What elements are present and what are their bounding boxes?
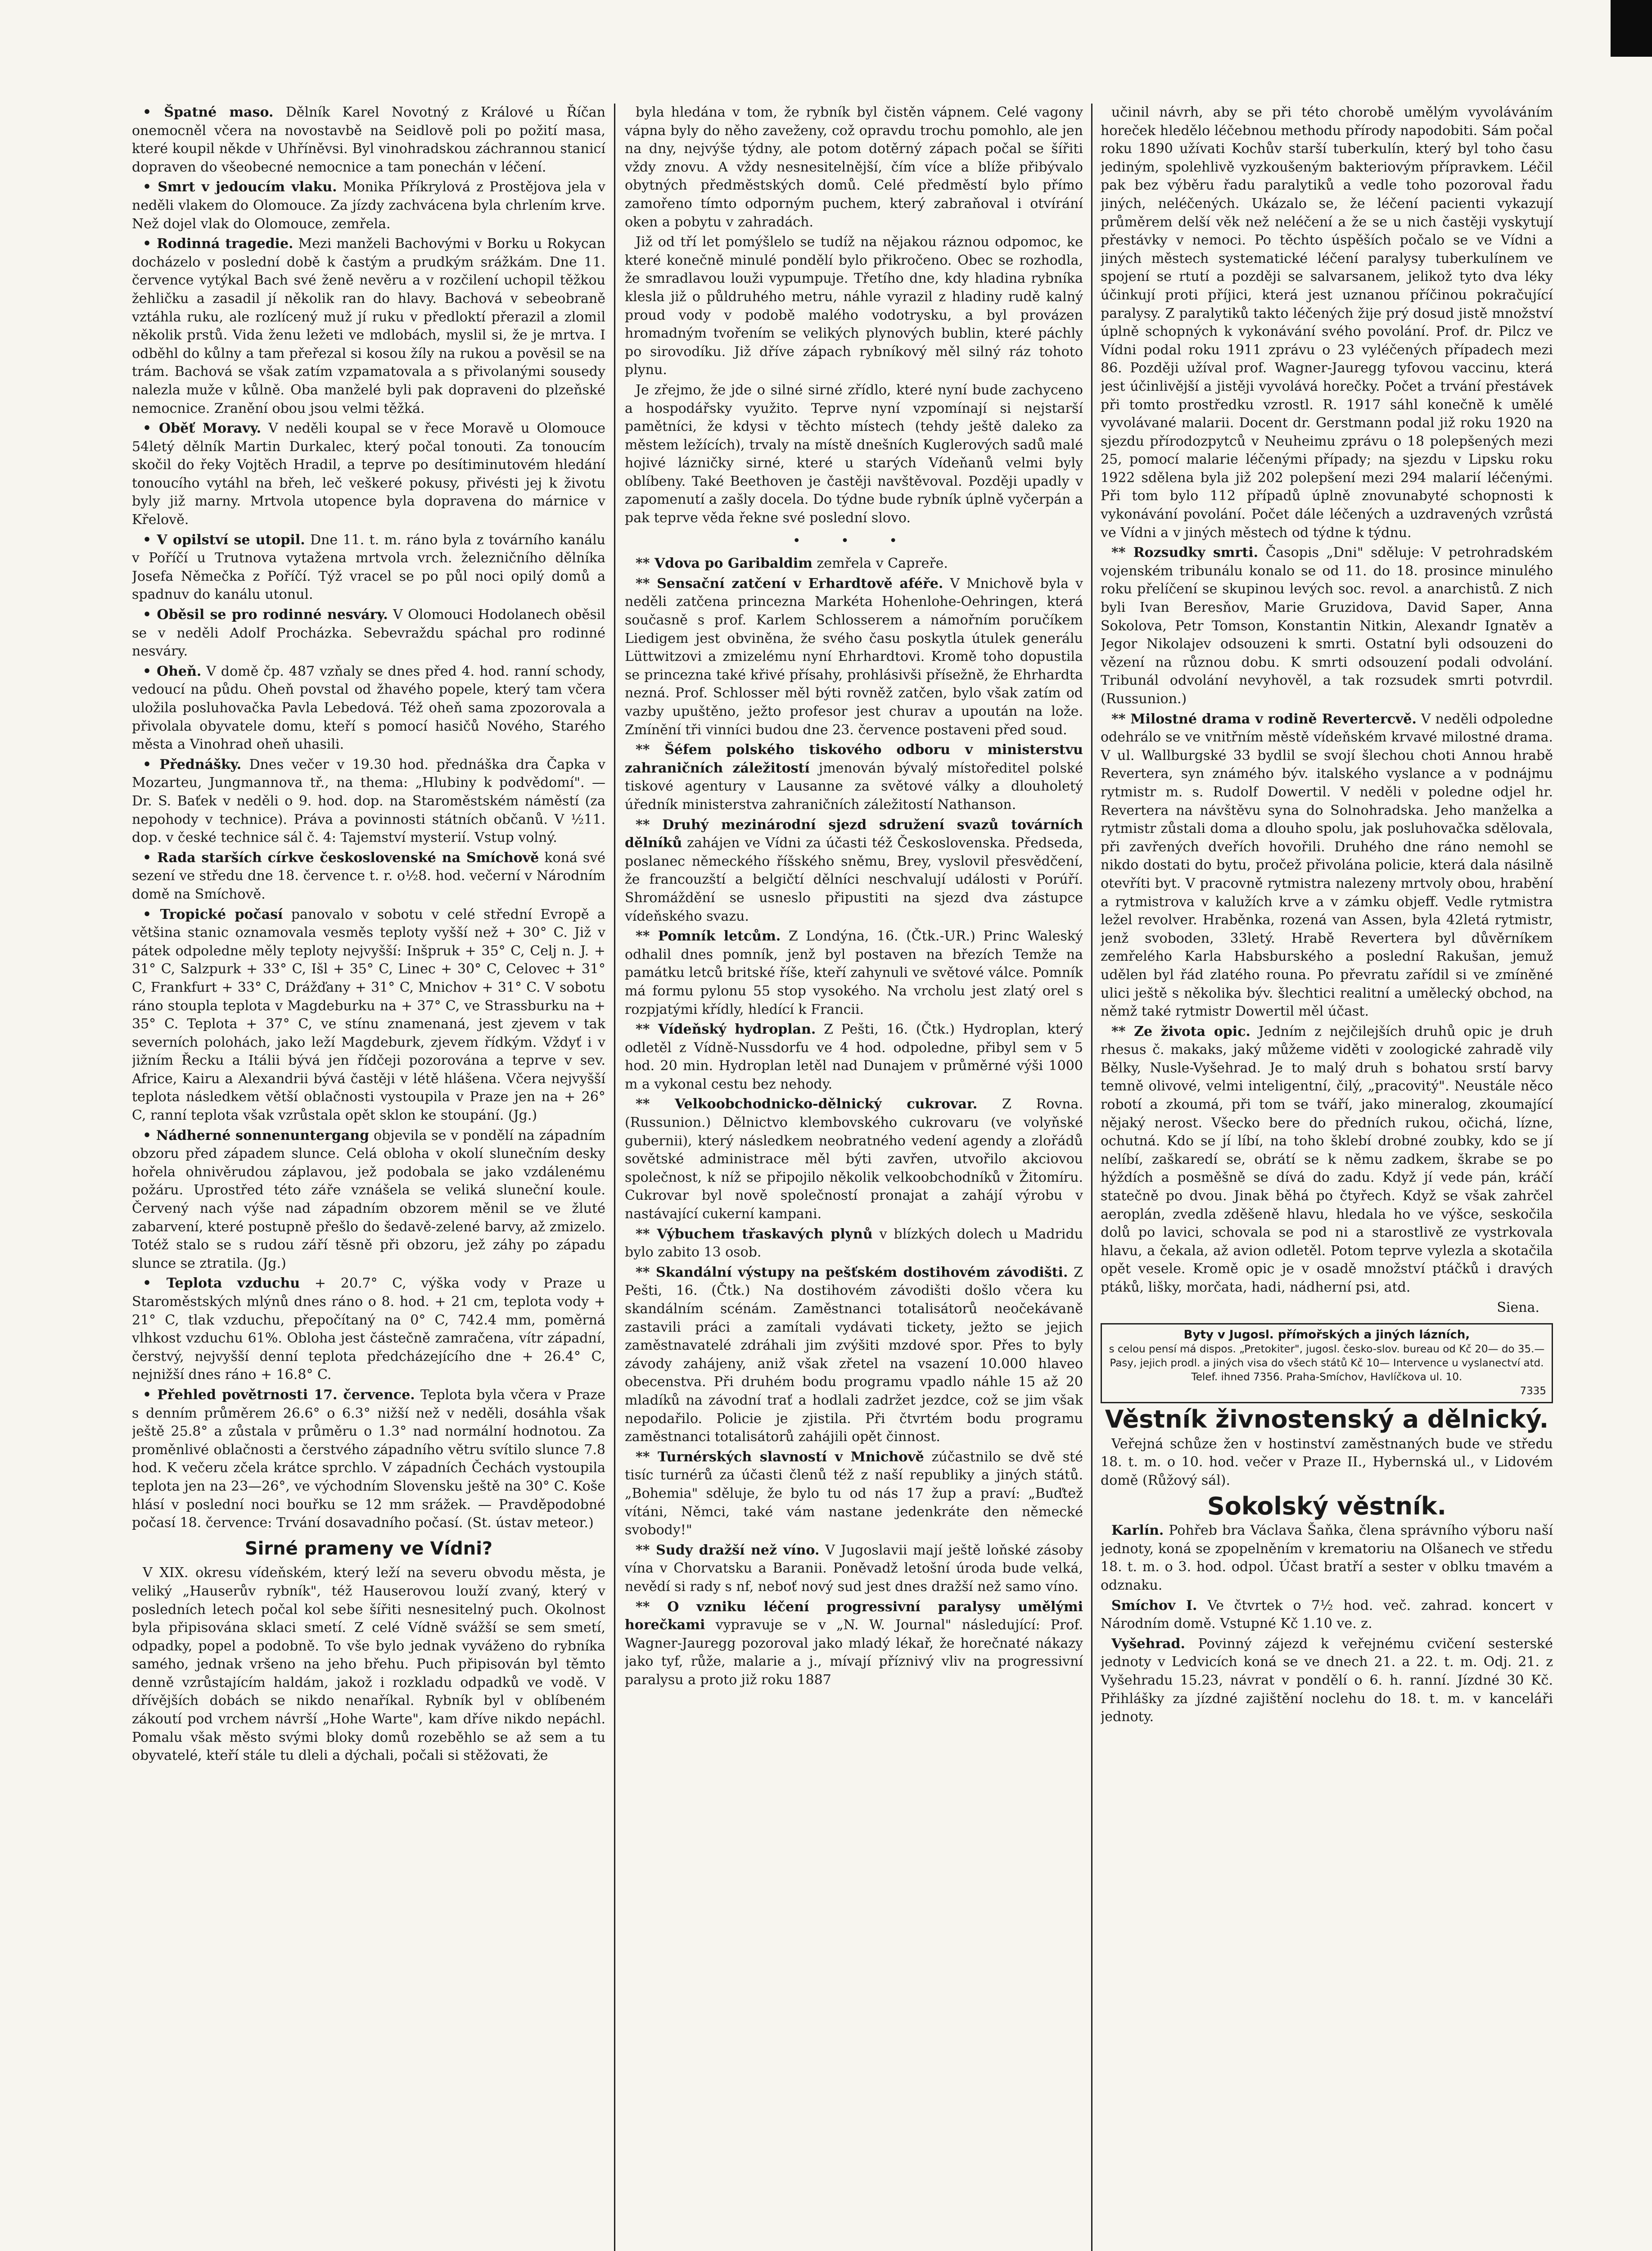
paragraph: V XIX. okresu vídeňském, který leží na severu obvodu města, je veliký „Hauserův rybník", též Hauserovou louží zvaný, který v posledních letech počal kol sebe šířiti nesnesitelný puch. Okolnost byla připisována sklaci smetí. Z celé Vídně svážší se sem smetí, odpadky, popel a podobně. To vše bylo jednak vyváženo do rybníka samého, jednak vršeno na jeho břehu. Puch připisován byl těmto denně vzrůstajícím haldám, jakož i rozkladu odpadků ve vodě. V dřívějších dobách se nikdo nenaříkal. Rybník byl v oblíbeném zákoutí pod vrchem návrší „Hohe Warte", kam dříve nikdo nepáchl. Pomalu však město svými bloky domů rozeběhlo se až sem a tu obyvatelé, kteří stále tu dleli a dýchali, počali si stěžovati, že [132, 1565, 605, 1764]
item-lead: ** Rozsudky smrti. [1111, 545, 1259, 561]
item-lead: ** Velkoobchodnicko-dělnický cukrovar. [636, 1096, 978, 1112]
item-lead: ** Turnérských slavností v Mnichově [636, 1449, 924, 1465]
signature: Siena. [1497, 1299, 1539, 1315]
paragraph: byla hledána v tom, že rybník byl čistěn vápnem. Celé vagony vápna byly do něho zaveženy, což opravdu trochu pomohlo, ale jen na dny, nejvýše týdny, ale potom dotěrný zápach počal se šířiti vždy znovu. A vždy nesnesitelnější, čím více a blíže přibývalo obytných předměstských domů. Celé předměstí bylo přímo zamořeno tímto odporným puchem, který zabraňoval i otvírání oken a pobytu v zahradách. [625, 104, 1083, 230]
item-text: Jedním z nejčilejších druhů opic je druh rhesus č. makaks, jaký můžeme viděti v zoologické zahradě vily Bělky, Nusle-Vyšehrad. Je to malý druh s bohatou srstí barvy temně olivové, velmi inteligentní, čilý, „pracovitý". Neustále něco robotí a zkoumá, při tom se tváří, jako mineralog, zkoumající nějaký nerost. Všecko bere do předních rukou, očichá, lízne, ochutná. Kdo se jí líbí, na toho šklebí drobné zoubky, kdo se jí nelíbí, zaškaredí se, obrátí se k němu zadkem, škrabe se po hýždích a posměšně se dívá do zadu. Když jí vede pán, kráčí statečně po dvou. Jinak běhá po čtyřech. Když se však zahrčel aeroplán, zvedla zděšeně hlavu, hledala ho ve výšce, seskočila dolů po lavici, schovala se pod ni a starostlivě ze vystrkovala hlavu, a čekala, až avion odletěl. Potom teprve vylezla a skotačila opět vesele. Kromě opic je v osadě množství ptáčků i dravých ptáků, lišky, morčata, hadi, nádherní psi, atd. [1101, 1023, 1553, 1295]
vestnik-text: Veřejná schůze žen v hostinství zaměstnaných bude ve středu 18. t. m. o 10. hod. večer v Praze II., Hybernská ul., v Lidovém domě (Růžový sál). [1101, 1436, 1553, 1488]
item-lead: • Špatné maso. [143, 104, 274, 120]
item-lead: • Přehled povětrnosti 17. července. [143, 1387, 415, 1403]
item-text: V Jugoslavii mají ještě loňské zásoby vína v Chorvatsku a Baranii. Poněvadž letošní úroda bude velká, nevědí si rady s nf, neboť nový sud jest dnes dražší než samo víno. [625, 1542, 1083, 1595]
item-lead: • Oběsil se pro rodinné nesváry. [143, 607, 388, 623]
item-lead: • Nádherné sonnenuntergang [143, 1127, 370, 1144]
news-item [625, 1541, 1083, 1596]
item-lead: • Tropické počasí [143, 906, 283, 922]
news-item [132, 906, 605, 1125]
item-text: vypravuje se v „N. W. Journal" následující: Prof. Wagner-Jauregg pozoroval jako mladý lékař, že horečnaté nákazy jako tyf, růže, malarie a j., mívají příznivý vliv na progressivní paralysu a proto již roku 1887 [625, 1617, 1083, 1688]
item-text: V neděli odpoledne odehrálo se ve vnitřním městě vídeňském krvavé milostné drama. V ul. Wallburgské 33 bydlil se svojí šlechou choti Annou hrabě Revertera, syn známého býv. italského vyslance a v podnájmu rytmistr m. s. Rudolf Dowertil. V neděli v poledne odjel hr. Revertera na návštěvu syna do Solnohradska. Jeho manželka a rytmistr zůstali doma a dlouho spolu, jak posluhovačka sdělovala, při zavřených dveřích hovořili. Druhého dne ráno nemohl se nikdo dostati do bytu, pročež přivolána policie, která dala násilně otevříti byt. V pracovně rytmistra nalezeny mrtvoly obou, hrabění a rytmistrova v kalužích krve a v zámku objeff. Vedle rytmistra ležel revolver. Hraběnka, rozená van Assen, byla 42letá rytmistr, jenž svoboden, 33letý. Hrabě Revertera byl důvěrníkem zemřelého Karla Habsburského a poslední Rakušan, jemuž udělen byl řád zlatého rouna. Po převratu zařídil si ve zmíněné ulici ještě s několika býv. šlechtici realitní a umělecký obchod, na němž také rytmistr Dowertil měl účast. [1101, 711, 1553, 1020]
news-item [625, 1598, 1083, 1690]
item-text: zahájen ve Vídni za účasti též Československa. Předseda, poslanec německého říšského sněmu, Brey, vyslovil přesvědčení, že francouzští a belgičtí dělníci neschvalují události v Porúří. Shromáždění se usneslo připustiti na sjezd dva zástupce vídeňského svazu. [625, 835, 1083, 924]
paragraph: učinil návrh, aby se při této chorobě umělým vyvoláváním horeček hledělo léčebnou methodu přírody napodobiti. Sám počal roku 1890 užívati Kochův starší tuberkulín, který byl toho času jediným, spolehlivě vyzkoušeným bakteriovým přípravkem. Léčil pak bez výběru řadu paralytiků a vedle toho pozoroval řadu jiných, neléčených. Ukázalo se, že léčení pacienti vykazují průměrem delší věk než neléčení a že se u nich častěji vyskytují přestávky v nemoci. Po těchto úspěších počalo se ve Vídni a jiných městech systematické léčení paralysy tuberkulínem ve spojení se rtutí a později se salvarsanem, jelikož tyto dva léky účinkují proti příjici, která jest uznanou příčinou pokračující paralysy. Z paralytiků takto léčených žije prý dosud jistě množství úplně schopných k vykonávání svého povolání. Prof. dr. Pilcz ve Vídni podal roku 1911 zprávu o 23 vyléčených případech mezi 86. Později užíval prof. Wagner-Jauregg tyfovou vaccinu, která jest účinlivější a jistěji vyvolává horečky. Počet a trvání přestávek při tomto prostředku vzrostl. R. 1917 sáhl konečně k umělé vyvolávané malarii. Docent dr. Gerstmann podal již roku 1920 na sjezdu přírodozpytců v Neuheimu zprávu o 18 polepšených mezi 25, pomocí malarie léčenými případy; na sjezdu v Lipsku roku 1922 sdělena byla již 202 polepšení mezi 294 malarií léčenými. Při tom bylo 112 případů úplně znovunabyté schopnosti k vykonávání povolání. Počet dále léčených a uzdravených vzrůstá ve Vídni a v jiných městech od týdne k týdnu. [1101, 104, 1553, 541]
item-lead: ** Vdova po Garibaldim [636, 556, 813, 572]
news-item [625, 555, 1083, 573]
news-item [132, 663, 605, 754]
item-lead: Vyšehrad. [1111, 1636, 1185, 1652]
news-item [132, 606, 605, 661]
item-text: panovalo v sobotu v celé střední Evropě a většina stanic oznamovala vesměs teploty vyšší než + 30° C. Již v pátek odpoledne měly teploty nejvyšší: Inšpruk + 35° C, Celj n. J. + 31° C, Salzpurk + 33° C, Išl + 35° C, Linec + 30° C, Celovec + 31° C, Frankfurt + 33° C, Drážďany + 31° C, Mnichov + 31° C. V sobotu ráno stoupla teplota v Magdeburku na + 37° C, ve Strassburku na + 35° C. Teplota + 37° C, ve stínu znamenaná, jest zjevem v tak severních polohách, jako leží Magdeburk, zjevem řídkým. Vždyť i v jižním Řecku a Itálii bývá jen řídčeji pozorována a teprve v sev. Africe, Kairu a Alexandrii bývá častěji v létě hlášena. Včera nejvyšší teplota následkem větší oblačnosti vystoupila v Praze jen na + 26° C, ranní teplota však vzrůstala opět sklon ke stoupání. (Jg.) [132, 906, 605, 1124]
news-item [132, 849, 605, 904]
item-text: Z Pešti, 16. (Čtk.) Na dostihovém závodišti došlo včera ku skandálním scénám. Zaměstnanci totalisátorů neočekávaně zastavili práci a zamítali vydávati tickety, ježto se jejich zaměstnavatelé zdráhali jim zvýšiti mzdové spor. Přes to byly závody zahájeny, aniž však zřetel na vsazení 10.000 hlaveo obecenstva. Při druhém bodu programu vpadlo náhle 15 až 20 mladíků na závodní trať a hodlali zadržet jezdce, což se jim však nepodařilo. Policie je zjistila. Při čtvrtém bodu programu zaměstnanci totalisátorů zahájili opět činnost. [625, 1264, 1083, 1445]
news-item [625, 1095, 1083, 1223]
item-lead: ** Skandální výstupy na pešťském dostihovém závodišti. [636, 1264, 1068, 1280]
article-body [132, 1564, 605, 1765]
article-body [625, 104, 1083, 528]
item-text: V domě čp. 487 vzňaly se dnes před 4. hod. ranní schody, vedoucí na půdu. Oheň povstal od žhavého popele, který tam včera uložila posluhovačka Pavla Lebedová. Též oheň sama zpozorovala a přivolala obyvatele domu, kteří s pomocí hasičů Nového, Starého města a Vinohrad oheň uhasili. [132, 663, 605, 753]
item-lead: ** Milostné drama v rodině Revertercvě. [1111, 711, 1417, 727]
column-rule [614, 104, 615, 2251]
news-item [625, 1225, 1083, 1262]
news-item [1101, 1023, 1553, 1297]
news-item [132, 531, 605, 604]
news-item [625, 1448, 1083, 1540]
item-text: zúčastnilo se dvě sté tisíc turnérů za účasti členů též z naší republiky a jiných států. „Bohemia" sděluje, že bylo tu od nás 17 žup a praví: „Buďtež vítáni, Němci, také vám nastane jedenkráte den německé svobody!" [625, 1449, 1083, 1538]
item-text: V Mnichově byla v neděli zatčena princezna Markéta Hohenlohe-Oehringen, která současně s prof. Karlem Schlosserem a námořním poručíkem Liedigem jest obviněna, že svého času poskytla útulek generálu Lüttwitzovi a zmizelému nyní Ehrhardtovi. Kromě toho dopustila se princezna také křivé přísahy, prohlásivši přísežně, že Ehrhardta nezná. Prof. Schlosser měl býti rovněž zatčen, bylo však zatím od vazby upuštěno, ježto profesor jest churav a upoután na lože. Zmínění tři vinníci budou dne 23. července postaveni před soud. [625, 575, 1083, 738]
item-text: Dne 11. t. m. ráno byla z továrního kanálu v Poříčí u Trutnova vytažena mrtvola vrch. železničního dělníka Josefa Němečka z Poříčí. Týž vracel se po půl noci opilý domů a spadnuv do kanálu utonul. [132, 532, 605, 603]
item-text: v blízkých dolech u Madridu bylo zabito 13 osob. [625, 1226, 1083, 1261]
item-text: Povinný zájezd k veřejnému cvičení sesterské jednoty v Ledvicích koná se ve dnech 21. a 22. t. m. Odj. 21. z Vyšehradu 15.23, návrat v pondělí o 6. h. ranní. Jízdné 30 Kč. Přihlášky za jízdné zajištění noclehu do 18. t. m. v kanceláři jednoty. [1101, 1636, 1553, 1725]
item-text: koná své sezení ve středu dne 18. července t. r. o½8. hod. večerní v Národním domě na Smíchově. [132, 850, 605, 902]
item-lead: ** Ze života opic. [1111, 1023, 1250, 1040]
item-lead: • Teplota vzduchu [143, 1275, 300, 1292]
sokol-list [1101, 1522, 1553, 1727]
sokol-item [1101, 1597, 1553, 1633]
item-lead: • Přednášky. [143, 756, 242, 773]
paragraph: Již od tří let pomýšlelo se tudíž na nějakou ráznou odpomoc, ke které konečně minulé pondělí bylo přikročeno. Obec se rozhodla, že smradlavou louži vypumpuje. Třetího dne, kdy hladina rybníka klesla již o půldruhého metru, náhle vyrazil z hladiny rudě kalný proud vody v podobě malého vodotrysku, a byl provázen hromadným tvořením se velikých plynových bublin, které páchly po sirovodíku. Již dříve zápach rybníkový měl silný ráz tohoto plynu. [625, 234, 1083, 378]
scan-corner-mark [1611, 0, 1652, 57]
item-lead: ** Sudy dražší než víno. [636, 1542, 820, 1558]
item-lead: • Rodinná tragedie. [143, 236, 293, 252]
item-lead: • V opilství se utopil. [143, 532, 305, 548]
item-text: jmenován bývalý místoředitel polské tiskové agentury v Lausanne za světové války a dlouholetý úředník ministerstva zahraničních záležitostí Nathanson. [625, 760, 1083, 813]
news-item [625, 927, 1083, 1019]
news-item [1101, 544, 1553, 708]
item-lead: Smíchov I. [1111, 1597, 1197, 1614]
item-text: Ve čtvrtek o 7½ hod. več. zahrad. koncert v Národním domě. Vstupné Kč 1.10 ve. z. [1101, 1597, 1553, 1632]
item-text: zemřela v Capreře. [817, 556, 948, 572]
item-text: Mezi manželi Bachovými v Borku u Rokycan docházelo v poslední době k častým a prudkým srážkám. Dne 11. července vytýkal Bach své ženě nevěru a v rozčilení uchopil těžkou žehličku a zasadil jí několik ran do hlavy. Bachová v sebeobraně vztáhla ruku, ale rozlícený muž jí ruku v předloktí přerazil a zlomil několik prstů. Vida ženu ležeti ve mdlobách, myslil si, že je mrtva. I odběhl do kůlny a tam přeřezal si kosou žíly na rukou a pověsil se na trám. Bachová se však zatím vzpamatovala a s přivolanými sousedy nalezla muže v kůlně. Oba manželé byli pak dopraveni do plzeňské nemocnice. Zranění obou jsou velmi těžká. [132, 236, 605, 416]
separator-stars: • • • [792, 533, 916, 549]
news-item [132, 420, 605, 529]
article-heading: Sirné prameny ve Vídni? [244, 1538, 493, 1559]
item-lead: ** Sensační zatčení v Erhardtově aféře. [636, 575, 943, 592]
sokol-item [1101, 1635, 1553, 1727]
column-rule [1091, 104, 1092, 2251]
news-item [625, 1021, 1083, 1094]
item-text: V neděli koupal se v řece Moravě u Olomouce 54letý dělník Martin Durkalec, který počal tonouti. Za tonoucím skočil do řeky Vojtěch Hradil, a teprve po desítiminutovém hledání tonoucího vytáhl na břeh, leč veškeré pokusy, přivésti jej k životu byly již marny. Mrtvola utopence byla dopravena do márnice v Křelově. [132, 420, 605, 528]
news-item [132, 756, 605, 847]
item-text: Dnes večer v 19.30 hod. přednáška dra Čapka v Mozarteu, Jungmannova tř., na thema: „Hlubiny k podvědomí". — Dr. S. Baťek v neděli o 9. hod. dop. na Staroměstském náměstí (za nepohody v technice). Práva a povinnosti státních občanů. V ½11. dop. v české technice sál č. 4: Tajemství mysterií. Vstup volný. [132, 756, 605, 846]
item-lead: ** Pomník letcům. [636, 928, 781, 945]
item-text: Časopis „Dni" sděluje: V petrohradském vojenském tribunálu konalo se od 11. do 18. prosince minulého roku přelíčení se skupinou levých soc. revol. a anarchistů. Z nich byli Ivan Beresňov, Marie Gruzidova, David Saper, Anna Sokolova, Petr Tomson, Konstantin Nitkin, Alexandr Ignatěv a Jegor Nikolajev odsouzeni k smrti. Ostatní byli odsouzeni do vězení na různou dobu. K smrti odsouzení podali odvolání. Tribunál odvolání nevyhověl, a tak rozsudek smrti potvrdil. (Russunion.) [1101, 545, 1553, 707]
news-item [1101, 710, 1553, 1021]
item-lead: • Smrt v jedoucím vlaku. [143, 179, 337, 195]
news-item [625, 741, 1083, 814]
item-lead: ** O vzniku léčení progressivní paralysy umělými horečkami [625, 1599, 1083, 1633]
item-lead: • Rada starších církve československé na Smíchově [143, 850, 539, 866]
news-item [132, 178, 605, 233]
news-list [132, 104, 605, 1532]
section-heading-vestnik: Věstník živnostenský a dělnický. [1105, 1405, 1549, 1434]
item-text: Z Londýna, 16. (Čtk.-UR.) Princ Waleský odhalil dnes pomník, jenž byl postaven na březích Temže na památku letců britské říše, kteří zahynuli ve světové válce. Pomník má formu pylonu 55 stop vysokého. Na vrcholu jest zlatý orel s rozpjatými křídly, hledící k Francii. [625, 928, 1083, 1017]
news-item [132, 235, 605, 418]
sokol-item [1101, 1522, 1553, 1595]
news-item [132, 104, 605, 176]
section-heading-sokol: Sokolský věstník. [1207, 1492, 1447, 1520]
news-list [625, 555, 1083, 1689]
column-middle [625, 104, 1083, 2251]
item-lead: • Oběť Moravy. [143, 420, 262, 437]
advertisement [1101, 1323, 1553, 1403]
news-list [1101, 544, 1553, 1297]
column-left [132, 104, 605, 2251]
item-lead: ** Druhý mezinárodní sjezd sdružení svazů továrních dělníků [625, 817, 1083, 851]
item-text: Z Rovna. (Russunion.) Dělnictvo klembovského cukrovaru (ve volyňské gubernii), který následkem neobratného vedení agendy a zlořádů sovětské administrace měl býti zavřen, utvořilo akciovou společnost, k níž se připojilo několik velkoobchodníků v Žitomíru. Cukrovar byl nově společností pronajat a zahájí výrobu v nastávající cukerní kampani. [625, 1096, 1083, 1222]
item-text: Pohřeb bra Václava Šaňka, člena správního výboru naší jednoty, koná se zpopelněním v krematoriu na Olšanech ve středu 18. t. m. o 3. hod. odpol. Účast bratří a sester v oblku tmavém a odznaku. [1101, 1523, 1553, 1593]
ad-headline: Byty v Jugosl. přímořských a jiných lázních, [1183, 1328, 1470, 1342]
item-lead: Karlín. [1111, 1523, 1164, 1539]
news-item [132, 1386, 605, 1532]
news-item [132, 1127, 605, 1273]
news-item [132, 1275, 605, 1384]
item-text: Teplota byla včera v Praze s denním průměrem 26.6° o 6.3° nižší než v neděli, dosáhla však ještě 25.8° a zůstala v průměru o 1.3° nad normální hodnotou. Za proměnlivé oblačnosti a čerstvého západního větru svítilo slunce 7.8 hod. K večeru zčela krátce sprchlo. V západních Čechách vystoupila teplota jen na 23—26°, ve východním Slovensku ještě na 30° C. Koše hlásí v poslední noci bouřku se 12 mm srážek. — Pravděpodobné počasí 18. července: Trvání dosavadního počasí. (St. ústav meteor.) [132, 1387, 605, 1531]
item-text: Monika Příkrylová z Prostějova jela v neděli vlakem do Olomouce. Za jízdy zachvácena byla chrlením krve. Než dojel vlak do Olomouce, zemřela. [132, 179, 605, 232]
item-lead: ** Vídeňský hydroplan. [636, 1022, 816, 1038]
column-right [1101, 104, 1553, 2251]
article-body [1101, 104, 1553, 542]
news-item [625, 816, 1083, 926]
item-text: + 20.7° C, výška vody v Praze u Staroměstských mlýnů dnes ráno o 8. hod. + 21 cm, teplota vody + 21° C, tlak vzduchu, přepočítaný na 0° C, 742.4 mm, poměrná vlhkost vzduchu 61%. Obloha jest částečně zamračena, vítr západní, čerstvý, nejvyšší denní teplota předcházejícího dne + 26.4° C, nejnižší dnes ráno + 16.8° C. [132, 1275, 605, 1383]
item-lead: • Oheň. [143, 663, 202, 679]
news-item [625, 575, 1083, 739]
item-text: Z Pešti, 16. (Čtk.) Hydroplan, který odletěl z Vídně-Nussdorfu ve 4 hod. odpoledne, přibyl sem v 5 hod. 20 min. Hydroplan letěl nad Dunajem v průměrné výši 1000 m a vykonal cestu bez nehody. [625, 1022, 1083, 1092]
paragraph: Je zřejmo, že jde o silné sirné zřídlo, které nyní bude zachyceno a hospodářsky využito. Teprve nyní vzpomínají si nejstarší pamětníci, že kdysi v těchto místech (tehdy ještě daleko za městem ležících), trvaly na místě dnešních Kuglerových sadů malé hojivé lázničky sirné, které u starých Vídeňanů velmi byly oblíbeny. Také Beethoven je častěji navštěvoval. Později upadly v zapomenutí a zašly docela. Do týdne bude rybník úplně vyčerpán a pak teprve věda řekne své poslední slovo. [625, 382, 1083, 526]
item-text: objevila se v pondělí na západním obzoru před západem slunce. Celá obloha v okolí slunečním desky hořela ohnivěrudou záplavou, jež podobala se jako vzdálenému požáru. Uprostřed této záře vznášela se veliká sluneční koule. Červený nach výše nad západním obzorem měnil se ve žluté zabarvení, které postupně přešlo do šedavě-zelené barvy, až zmizelo. Totéž stalo se s rudou září těsně při obzoru, jež záhy po západu slunce se ztratila. (Jg.) [132, 1127, 605, 1271]
ad-text: s celou pensí má dispos. „Pretokiter", jugosl. česko-slov. bureau od Kč 20— do 35.— Pasy, jejich prodl. a jiných visa do všech států Kč 10— Intervence u vyslanectví atd. Telef. ihned 7356. Praha-Smíchov, Havlíčkova ul. 10. [1109, 1343, 1545, 1383]
news-item [625, 1264, 1083, 1446]
item-lead: ** Šéfem polského tiskového odboru v ministerstvu zahraničních záležitostí [625, 742, 1083, 776]
item-text: V Olomouci Hodolanech oběsil se v neděli Adolf Procházka. Sebevraždu spáchal pro rodinné nesváry. [132, 607, 605, 660]
item-lead: ** Výbuchem třaskavých plynů [636, 1226, 873, 1242]
item-text: Dělník Karel Novotný z Králové u Říčan onemocněl včera na novostavbě na Seidlově poli po požití masa, které koupil někde v Uhříněvsi. Byl vinohradskou záchrannou stanicí dopraven do všeobecné nemocnice a tam ponechán v léčení. [132, 104, 605, 175]
ad-code: 7335 [1520, 1385, 1546, 1397]
